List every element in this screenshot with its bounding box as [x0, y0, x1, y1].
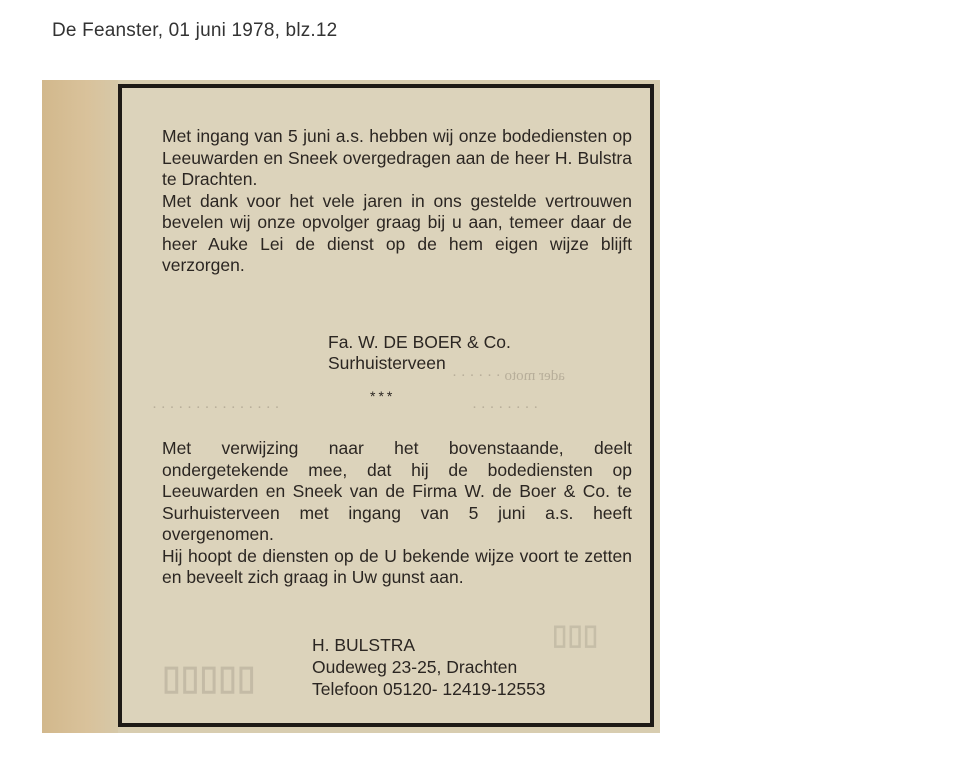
source-caption: De Feanster, 01 juni 1978, blz.12 — [52, 20, 338, 41]
signature-name: H. BULSTRA — [312, 635, 416, 655]
show-through-text: ▯▯▯ — [552, 620, 599, 651]
signature-company: Fa. W. DE BOER & Co. — [328, 332, 511, 352]
paragraph-thanks: Met dank voor het vele jaren in ons gestelde vertrouwen bevelen wij onze opvolger graag bij u aan, temeer daar de heer Auke Lei de dienst op de hem eigen wijze blijft verzorgen. — [162, 190, 632, 275]
signature-place: Surhuisterveen — [328, 353, 446, 373]
advertisement-box — [118, 84, 654, 727]
clipping-margin — [42, 80, 118, 733]
section-separator: *** — [370, 388, 396, 404]
show-through-text: · · · · · · · · — [472, 400, 539, 416]
signature-phone: Telefoon 05120- 12419-12553 — [312, 679, 546, 699]
announcement-bulstra — [162, 438, 632, 589]
paragraph-takeover: Met verwijzing naar het bovenstaande, deelt ondergetekende mee, dat hij de bodediensten op Leeuwarden en Sneek van de Firma W. de Boer & Co. te Surhuisterveen met ingang van 5 juni a.s. heeft overgenomen. — [162, 438, 632, 544]
show-through-text: ▯▯▯▯▯ — [162, 660, 256, 697]
signature-address: Oudeweg 23-25, Drachten — [312, 657, 518, 677]
show-through-text: · · · · · · · · · · · · · · · — [152, 400, 280, 416]
paragraph-handover: Met ingang van 5 juni a.s. hebben wij onze bodediensten op Leeuwarden en Sneek overgedragen aan de heer H. Bulstra te Drachten. — [162, 126, 632, 189]
announcement-boer — [162, 126, 632, 277]
show-through-text: ader moto · · · · · · — [452, 368, 565, 384]
paragraph-continuation: Hij hoopt de diensten op de U bekende wijze voort te zetten en beveelt zich graag in Uw gunst aan. — [162, 545, 632, 587]
newspaper-clipping — [42, 80, 660, 733]
